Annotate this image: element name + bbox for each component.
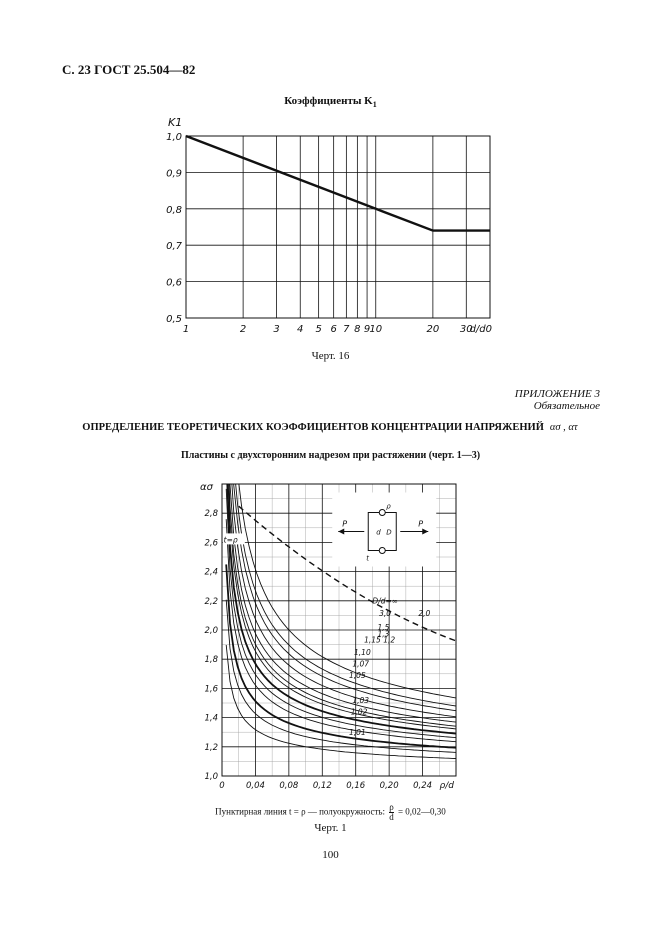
- chart2-curve: [226, 564, 456, 747]
- chart2-x-tick-label: 0,16: [346, 781, 366, 791]
- chart2-y-tick-label: 2,8: [204, 509, 218, 520]
- section-heading-symbols: ασ , ατ: [549, 422, 578, 433]
- chart1-x-tick-label: 8: [354, 324, 361, 335]
- chart2-curve-label: 1,01: [349, 728, 366, 738]
- chart2-dashed-label: t=ρ: [223, 535, 238, 545]
- appendix-number: ПРИЛОЖЕНИЕ 3: [514, 388, 600, 400]
- chart2-y-tick-label: 1,8: [204, 655, 218, 666]
- chart1-x-tick-label: 20: [426, 324, 440, 335]
- chart2-y-tick-label: 1,0: [204, 772, 218, 782]
- chart2-curve-label: 3,0: [379, 609, 392, 619]
- page-number: 100: [322, 849, 339, 861]
- chart1-y-tick-label: 0,9: [166, 168, 182, 180]
- section-heading: [30, 422, 630, 433]
- chart1-x-tick-label: 3: [273, 324, 280, 335]
- inset-notch-bottom: [379, 548, 385, 554]
- chart2-y-tick-label: 2,0: [204, 626, 218, 636]
- inset-label-D: D: [386, 528, 392, 537]
- chart1-x-tick-label: 7: [343, 324, 350, 335]
- note-frac-num: ρ: [389, 802, 394, 812]
- appendix-status: Обязательное: [533, 400, 600, 412]
- chart2-curve-label: D/d=∞: [372, 596, 399, 606]
- chart2-y-tick-label: 1,2: [204, 742, 218, 753]
- chart1-title: [0, 95, 661, 109]
- chart1-y-tick-label: 0,8: [166, 204, 182, 216]
- chart2-note: [0, 803, 661, 822]
- chart1-x-tick-label: 10: [369, 324, 383, 335]
- chart1-ylabel: K1: [168, 116, 183, 129]
- chart1-x-tick-label: 1: [182, 324, 190, 335]
- chart2-curve-label: 1,02: [350, 707, 368, 717]
- chart2-x-tick-label: 0,08: [279, 781, 299, 791]
- chart1-y-tick-label: 0,6: [166, 277, 182, 289]
- chart2-curve-label: 1,03: [352, 696, 370, 705]
- chart1-y-tick-label: 0,5: [166, 314, 182, 325]
- section-subheading: Пластины с двухсторонним надрезом при растяжении (черт. 1—3): [180, 450, 481, 461]
- inset-label-rho: ρ: [386, 502, 391, 511]
- chart2-curve-label: 1,5: [377, 623, 390, 632]
- chart1-x-tick-label: 2: [239, 324, 247, 335]
- chart2-x-tick-label: 0,12: [312, 781, 332, 791]
- note-prefix: Пунктирная линия t = ρ — полуокружность:: [215, 806, 385, 817]
- chart1-x-tick-label: 4: [297, 324, 304, 335]
- chart1-xlabel: d/d0: [469, 324, 492, 335]
- chart1-k1: [150, 112, 510, 362]
- chart2-caption: Черт. 1: [314, 822, 347, 834]
- chart2-curve-label: 1,10: [354, 647, 371, 657]
- chart2-y-tick-label: 2,2: [204, 596, 218, 607]
- chart1-x-tick-label: 5: [315, 324, 322, 335]
- chart1-k1-line: [186, 136, 490, 231]
- note-frac-den: d: [389, 812, 394, 822]
- chart1-title-subscript: 1: [372, 100, 377, 110]
- chart1-y-tick-label: 0,7: [166, 241, 182, 253]
- chart2-curve-label: 1,3: [377, 629, 390, 639]
- page-header: С. 23 ГОСТ 25.504—82: [62, 62, 196, 77]
- chart2-curve-label: 1,15: [364, 635, 381, 645]
- chart1-caption: Черт. 16: [311, 350, 350, 362]
- inset-label-p-left: P: [342, 519, 348, 529]
- chart2-x-tick-label: 0: [219, 781, 225, 791]
- chart2-ylabel: ασ: [200, 482, 213, 493]
- inset-label-d: d: [376, 528, 381, 537]
- chart2-x-tick-label: 0,04: [245, 781, 265, 791]
- chart2-xlabel: ρ/d: [439, 781, 454, 791]
- section-heading-text: ОПРЕДЕЛЕНИЕ ТЕОРЕТИЧЕСКИХ КОЭФФИЦИЕНТОВ КОНЦЕНТРАЦИИ НАПРЯЖЕНИЙ: [82, 422, 544, 433]
- chart2-curve-label: 1,05: [349, 671, 366, 681]
- chart2-alpha-sigma: [190, 470, 480, 800]
- chart2-curve-label: 1,2: [383, 635, 396, 645]
- chart2-curve-label: 2,0: [418, 609, 431, 619]
- chart2-x-tick-label: 0,20: [379, 781, 399, 791]
- chart2-y-tick-label: 1,6: [204, 684, 218, 695]
- inset-label-t: t: [366, 554, 369, 563]
- chart1-title-text: Коэффициенты K: [284, 95, 373, 107]
- chart2-x-tick-label: 0,24: [413, 781, 433, 791]
- chart2-y-tick-label: 2,4: [204, 567, 218, 578]
- chart1-x-tick-label: 30: [459, 324, 473, 335]
- chart1-y-tick-label: 1,0: [166, 132, 182, 143]
- chart2-curve: [226, 645, 456, 759]
- chart1-x-tick-label: 9: [363, 324, 371, 335]
- note-suffix: = 0,02—0,30: [397, 806, 446, 817]
- chart2-y-tick-label: 1,4: [204, 713, 218, 724]
- appendix-label: [480, 388, 600, 412]
- inset-label-p-right: P: [418, 519, 424, 529]
- inset-plate: [368, 513, 396, 551]
- chart1-x-tick-label: 6: [330, 324, 337, 335]
- inset-notch-top: [379, 510, 385, 516]
- note-fraction: [389, 803, 394, 822]
- chart2-curve-label: 1,07: [352, 659, 370, 669]
- chart2-y-tick-label: 2,6: [204, 538, 218, 549]
- chart1-frame: [186, 136, 490, 318]
